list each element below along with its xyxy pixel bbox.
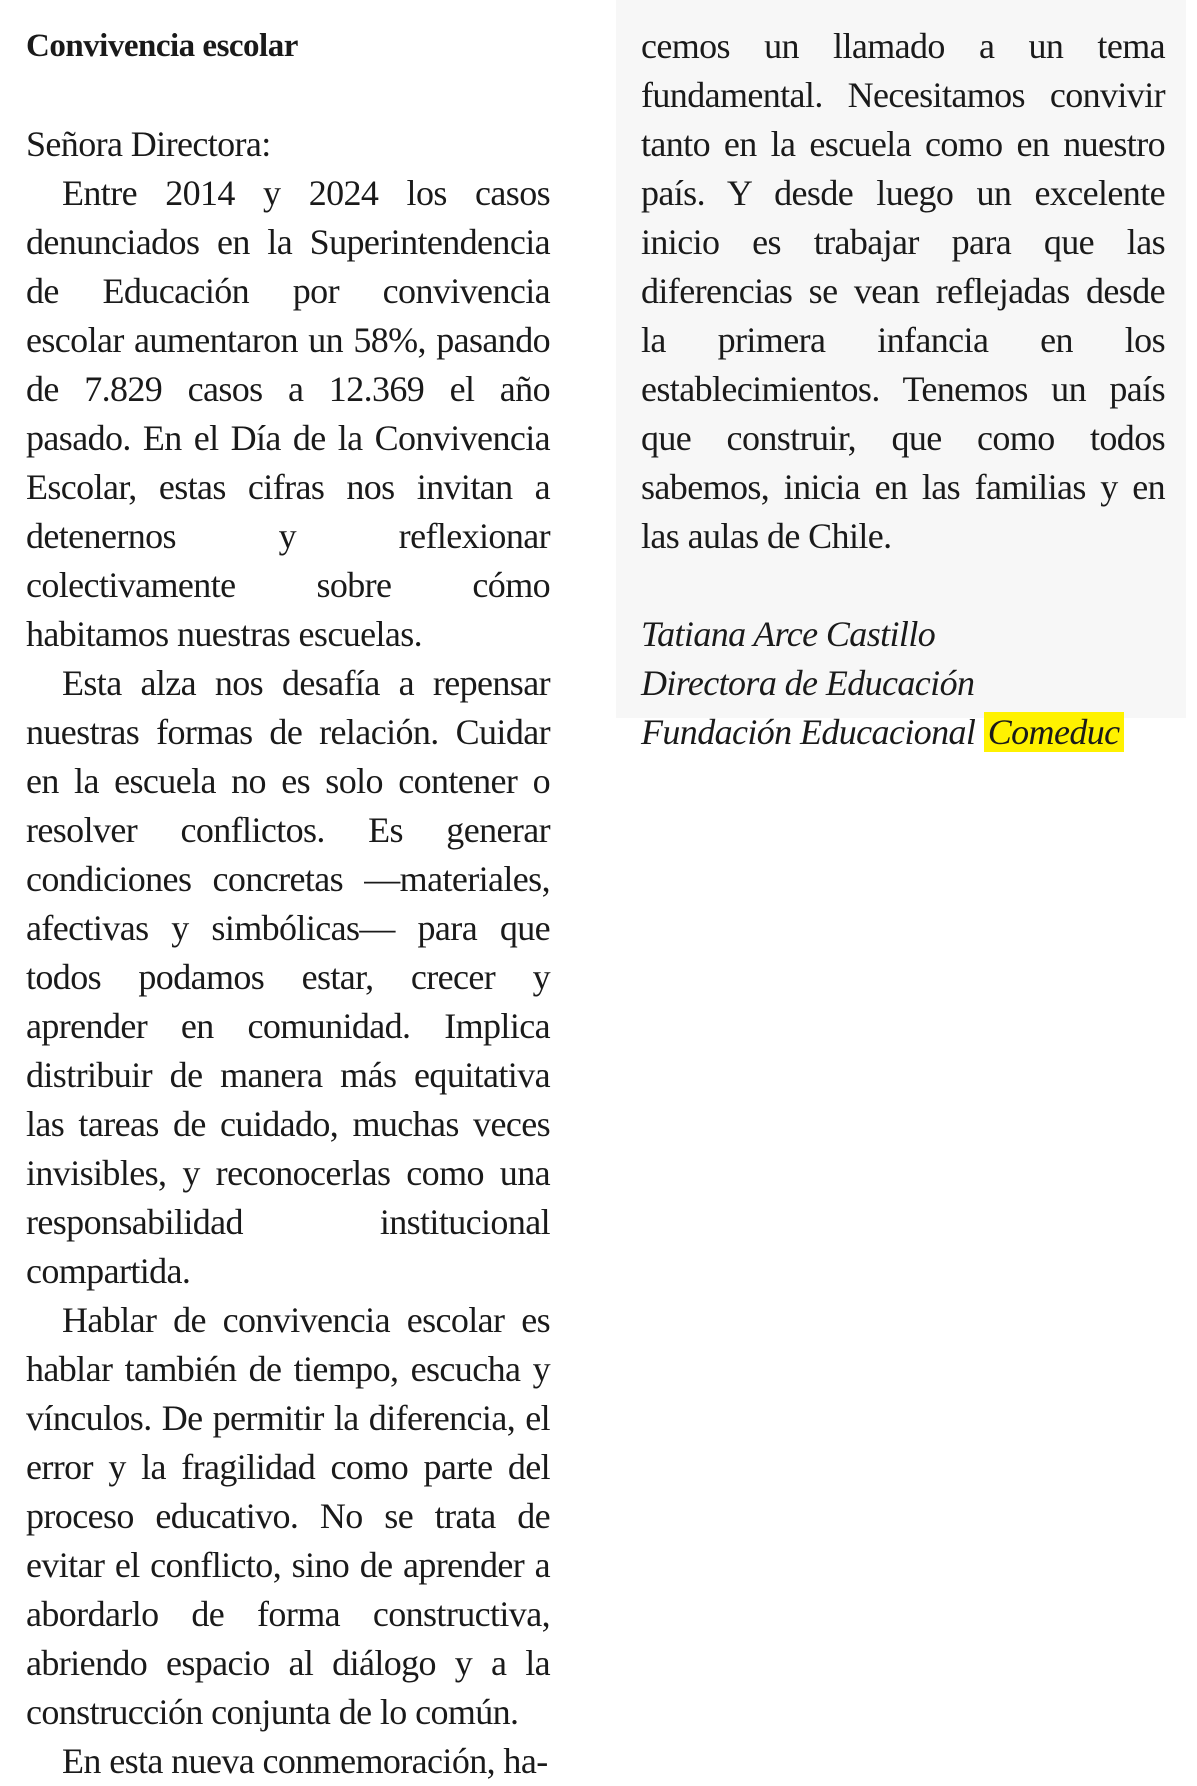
paragraph-4-continued: cemos un llamado a un tema fundamental. Necesitamos convivir tanto en la escuela como en nuestro país. Y desde luego un excelente inicio es trabajar para que las diferencias se vean reflejadas desde la primera infancia en los establecimientos. Tenemos un país que construir, que como todos sabemos, inicia en las familias y en las aulas de Chile. <box>641 26 1165 556</box>
salutation: Señora Directora: <box>26 124 271 164</box>
signature-org-highlight: Comeduc <box>984 712 1124 752</box>
right-column <box>641 22 1165 757</box>
spacer <box>641 561 1165 610</box>
paragraph-3: Hablar de convivencia escolar es hablar también de tiempo, escucha y vínculos. De permitir la diferencia, el error y la fragilidad como parte del proceso educativo. No se trata de evitar el conflicto, sino de aprender a abordarlo de forma constructiva, abriendo espacio al diálogo y a la construcción conjunta de lo común. <box>26 1300 550 1732</box>
paragraph-4-start: En esta nueva conmemoración, ha- <box>62 1741 548 1781</box>
headline: Convivencia escolar <box>26 28 298 64</box>
signature-org-prefix: Fundación Educacional <box>641 712 976 752</box>
left-column <box>26 22 550 1786</box>
paragraph-2: Esta alza nos desafía a repensar nuestras formas de relación. Cuidar en la escuela no es solo contener o resolver conflictos. Es generar condiciones concretas —materiales, afectivas y simbólicas— para que todos podamos estar, crecer y aprender en comunidad. Implica distribuir de manera más equitativa las tareas de cuidado, muchas veces invisibles, y reconocerlas como una responsabilidad institucional compartida. <box>26 663 550 1291</box>
spacer <box>26 71 550 120</box>
signature-organization <box>641 708 1165 757</box>
signature-role: Directora de Educación <box>641 663 975 703</box>
paragraph-1: Entre 2014 y 2024 los casos denunciados en la Superintendencia de Educación por convivencia escolar aumentaron un 58%, pasando de 7.829 casos a 12.369 el año pasado. En el Día de la Convivencia Escolar, estas cifras nos invitan a detenernos y reflexionar colectivamente sobre cómo habitamos nuestras escuelas. <box>26 173 550 654</box>
signature-name: Tatiana Arce Castillo <box>641 614 936 654</box>
